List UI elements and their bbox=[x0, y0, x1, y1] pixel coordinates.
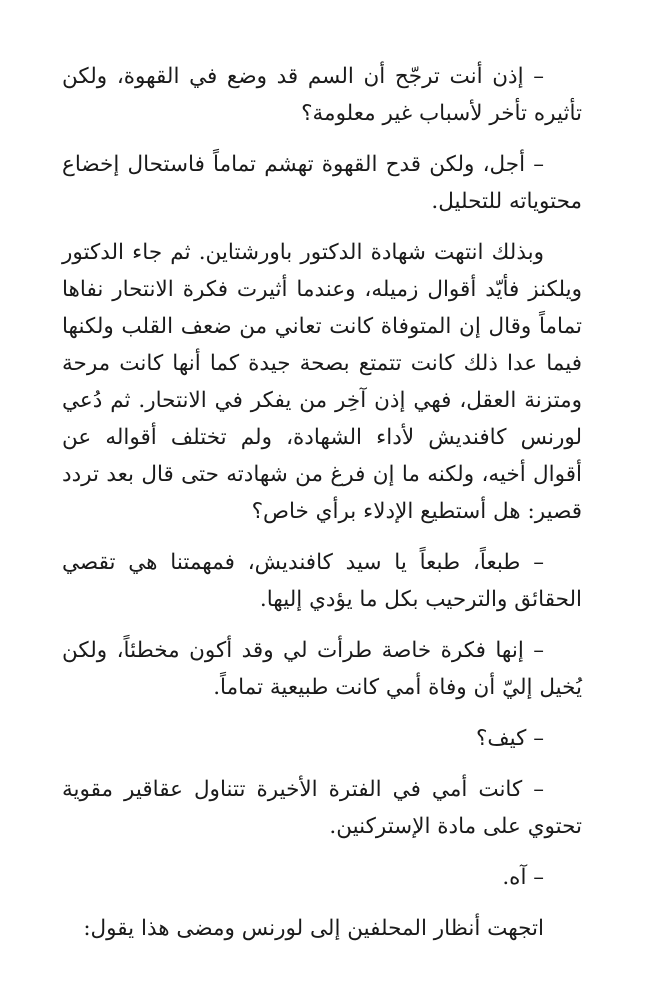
paragraph-9: اتجهت أنظار المحلفين إلى لورنس ومضى هذا يقول: bbox=[83, 916, 544, 941]
paragraph-3: وبذلك انتهت شهادة الدكتور باورشتاين. ثم جاء الدكتور ويلكنز فأيّد أقوال زميله، وعندما أثيرت فكرة الانتحار نفاها تماماً وقال إن المتوفاة كانت تعاني من ضعف القلب ولكنها فيما عدا ذلك كانت تتمتع بصحة جيدة كما أنها كانت مرحة ومتزنة العقل، فهي إذن آخِر من يفكر في الانتحار. ثم دُعي لورنس كافنديش لأداء الشهادة، ولم تختلف أقواله عن أقوال أخيه، ولكنه ما إن فرغ من شهادته حتى قال بعد تردد قصير: هل أستطيع الإدلاء برأي خاص؟ bbox=[62, 240, 582, 524]
paragraph-gap bbox=[62, 618, 582, 632]
paragraph-1: – إذن أنت ترجّح أن السم قد وضع في القهوة، ولكن تأثيره تأخر لأسباب غير معلومة؟ bbox=[62, 64, 582, 126]
paragraph-gap bbox=[62, 530, 582, 544]
paragraph-gap bbox=[62, 706, 582, 720]
paragraph-4: – طبعاً، طبعاً يا سيد كافنديش، فمهمتنا هي تقصي الحقائق والترحيب بكل ما يؤدي إليها. bbox=[62, 550, 582, 612]
paragraph-5: – إنها فكرة خاصة طرأت لي وقد أكون مخطئاً، ولكن يُخيل إليّ أن وفاة أمي كانت طبيعية تماماً. bbox=[62, 638, 582, 700]
paragraph-gap bbox=[62, 757, 582, 771]
document-page bbox=[62, 58, 582, 947]
paragraph-2: – أجل، ولكن قدح القهوة تهشم تماماً فاستحال إخضاع محتوياته للتحليل. bbox=[62, 152, 582, 214]
paragraph-gap bbox=[62, 132, 582, 146]
paragraph-7: – كانت أمي في الفترة الأخيرة تتناول عقاقير مقوية تحتوي على مادة الإستركنين. bbox=[62, 777, 582, 839]
paragraph-gap bbox=[62, 220, 582, 234]
paragraph-6: – كيف؟ bbox=[476, 726, 544, 751]
paragraph-gap bbox=[62, 896, 582, 910]
paragraph-gap bbox=[62, 845, 582, 859]
paragraph-8: – آه. bbox=[502, 865, 544, 890]
